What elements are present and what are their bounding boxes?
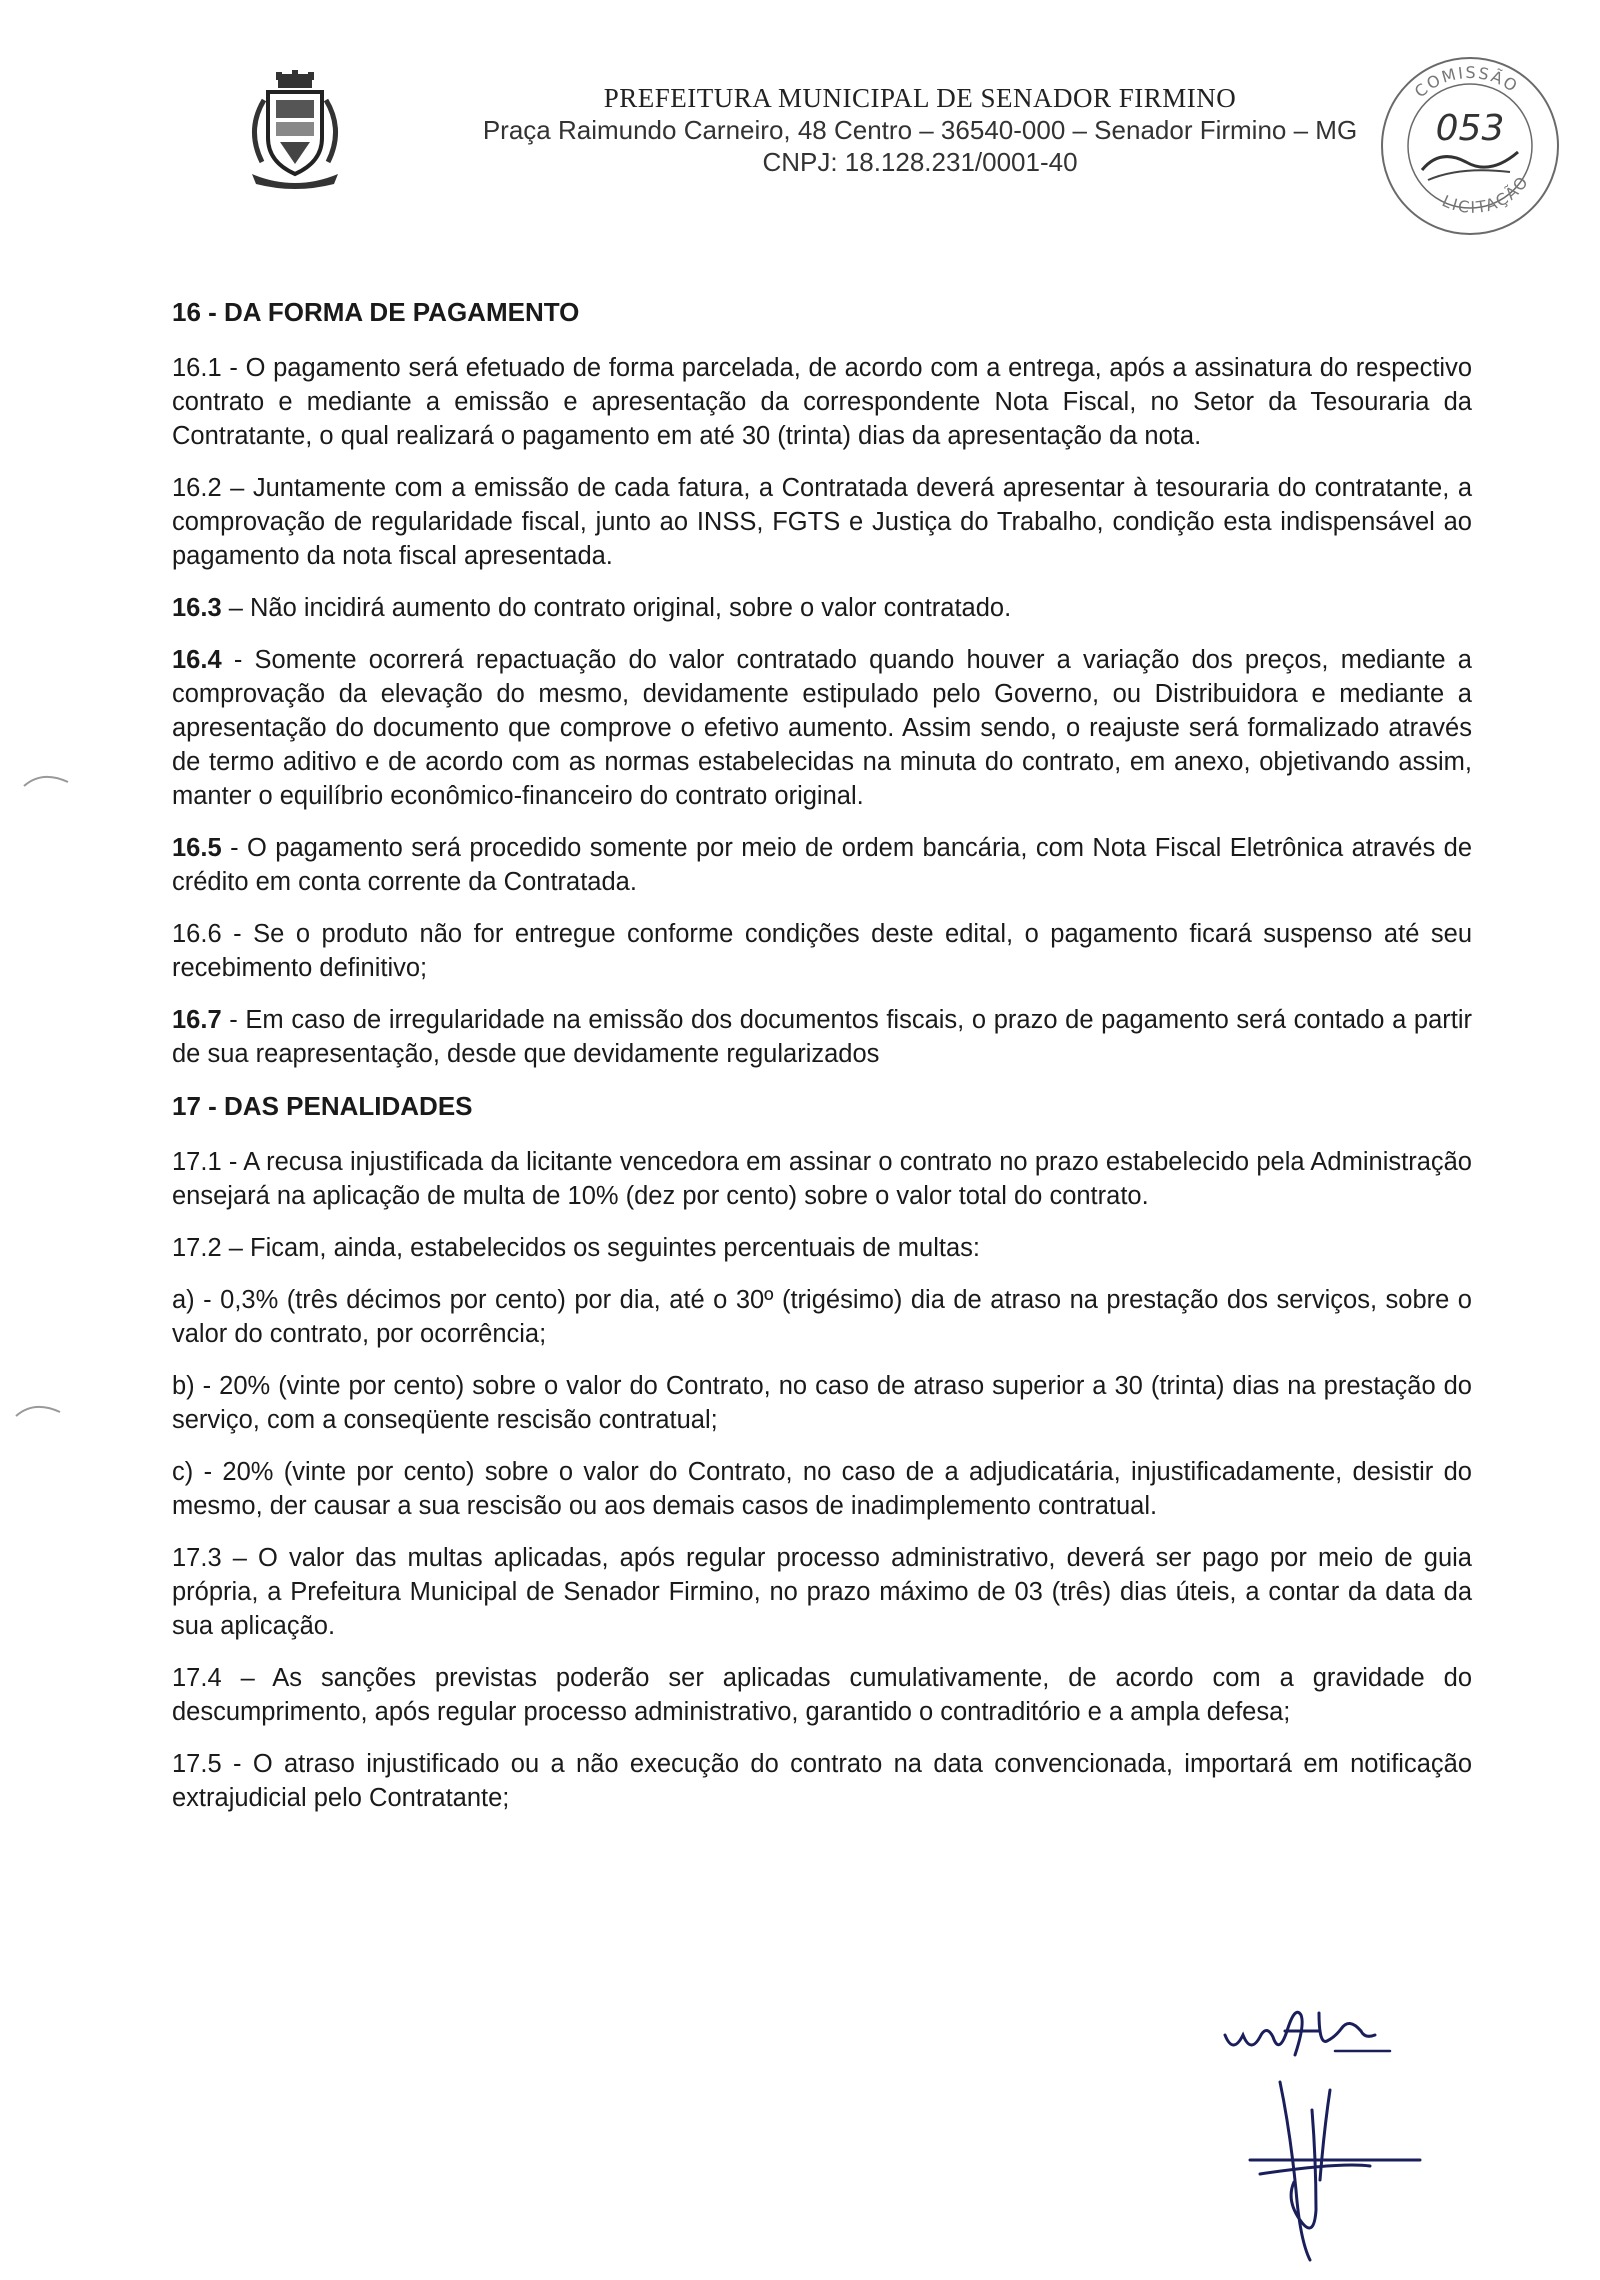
margin-mark (14, 1400, 64, 1420)
handwritten-signature (1215, 1995, 1435, 2065)
municipal-crest-icon (240, 70, 350, 190)
clause-17-2-c: c) - 20% (vinte por cento) sobre o valor do Contrato, no caso de a adjudicatária, injustificadamente, desistir do mesmo, der causar a sua rescisão ou aos demais casos de inadimplemento contratual. (172, 1458, 1472, 1520)
clause-16-2: 16.2 – Juntamente com a emissão de cada fatura, a Contratada deverá apresentar à tesouraria do contratante, a comprovação de regularidade fiscal, junto ao INSS, FGTS e Justiça do Trabalho, condição esta indispensável ao pagamento da nota fiscal apresentada. (172, 474, 1472, 570)
clause-16-6: 16.6 - Se o produto não for entregue conforme condições deste edital, o pagamento ficará suspenso até seu recebimento definitivo; (172, 920, 1472, 982)
clause-16-3: 16.3 – Não incidirá aumento do contrato original, sobre o valor contratado. (172, 594, 1012, 622)
stamp-page-number: 053 (1435, 108, 1505, 149)
clause-16-4: 16.4 - Somente ocorrerá repactuação do valor contratado quando houver a variação dos preços, mediante a comprovação da elevação do mesmo, devidamente estipulado pelo Governo, ou Distribuidora e mediante a apresentação do documento que comprove o efetivo aumento. Assim sendo, o reajuste será formalizado através de termo aditivo e de acordo com as normas estabelecidas na minuta do contrato, em anexo, objetivando assim, manter o equilíbrio econômico-financeiro do contrato original. (172, 646, 1472, 810)
clause-16-7: 16.7 - Em caso de irregularidade na emissão dos documentos fiscais, o prazo de pagamento será contado a partir de sua reapresentação, desde que devidamente regularizados (172, 1006, 1472, 1068)
clause-17-1: 17.1 - A recusa injustificada da licitante vencedora em assinar o contrato no prazo estabelecido pela Administração ensejará na aplicação de multa de 10% (dez por cento) sobre o valor total do contrato. (172, 1148, 1472, 1210)
section-16-heading: 16 - DA FORMA DE PAGAMENTO (172, 297, 580, 327)
letterhead-org: PREFEITURA MUNICIPAL DE SENADOR FIRMINO (603, 83, 1237, 113)
margin-mark (22, 770, 72, 790)
clause-16-5: 16.5 - O pagamento será procedido somente por meio de ordem bancária, com Nota Fiscal Eletrônica através de crédito em conta corrente da Contratada. (172, 834, 1472, 896)
section-17-heading: 17 - DAS PENALIDADES (172, 1091, 473, 1121)
letterhead-address: Praça Raimundo Carneiro, 48 Centro – 36540-000 – Senador Firmino – MG (482, 115, 1358, 145)
clause-17-2-b: b) - 20% (vinte por cento) sobre o valor do Contrato, no caso de atraso superior a 30 (trinta) dias na prestação do serviço, com a conseqüente rescisão contratual; (172, 1372, 1472, 1434)
letterhead (440, 82, 1400, 178)
clause-17-2-a: a) - 0,3% (três décimos por cento) por dia, até o 30º (trigésimo) dia de atraso na prestação dos serviços, sobre o valor do contrato, por ocorrência; (172, 1286, 1472, 1348)
stamp-top-text: COMISSÃO (1410, 62, 1523, 102)
clause-17-2: 17.2 – Ficam, ainda, estabelecidos os seguintes percentuais de multas: (172, 1234, 980, 1262)
handwritten-initials (1220, 2070, 1440, 2270)
clause-17-4: 17.4 – As sanções previstas poderão ser aplicadas cumulativamente, de acordo com a gravidade do descumprimento, após regular processo administrativo, garantido o contraditório e a ampla defesa; (172, 1664, 1472, 1726)
svg-text:LICITAÇÃO (1439, 172, 1533, 217)
document-body (172, 295, 1472, 1833)
clause-17-5: 17.5 - O atraso injustificado ou a não execução do contrato na data convencionada, importará em notificação extrajudicial pelo Contratante; (172, 1750, 1472, 1812)
clause-17-3: 17.3 – O valor das multas aplicadas, após regular processo administrativo, deverá ser pago por meio de guia própria, a Prefeitura Municipal de Senador Firmino, no prazo máximo de 03 (três) dias úteis, a contar da data da sua aplicação. (172, 1544, 1472, 1640)
clause-16-1: 16.1 - O pagamento será efetuado de forma parcelada, de acordo com a entrega, após a assinatura do respectivo contrato e mediante a emissão e apresentação da correspondente Nota Fiscal, no Setor da Tesouraria da Contratante, o qual realizará o pagamento em até 30 (trinta) dias da apresentação da nota. (172, 354, 1472, 450)
stamp-bottom-text: LICITAÇÃO (1439, 171, 1533, 218)
page-number-stamp (1370, 48, 1570, 238)
letterhead-cnpj: CNPJ: 18.128.231/0001-40 (762, 147, 1078, 177)
